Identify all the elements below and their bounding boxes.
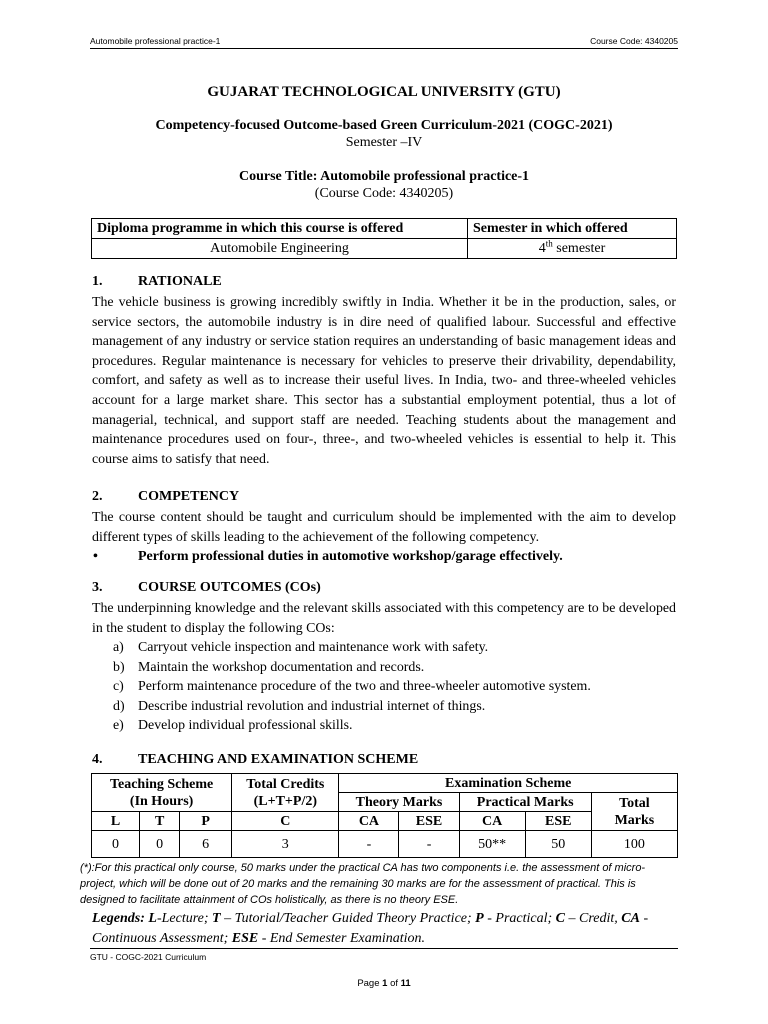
teaching-scheme-header: Teaching Scheme (In Hours) [92, 774, 232, 812]
legend: Legends: L-Lecture; T – Tutorial/Teacher Guided Theory Practice; P - Practical; C – Credit, CA - Continuous Assessment; ESE - End Semester Examination. [92, 911, 649, 946]
header-course-code: Course Code: 4340205 [590, 36, 678, 46]
col-theory-ca: CA [339, 812, 399, 831]
footer-curriculum: GTU - COGC-2021 Curriculum [90, 952, 207, 962]
col-t: T [140, 812, 180, 831]
running-footer [90, 948, 678, 962]
scheme-heading: 4. TEACHING AND EXAMINATION SCHEME [92, 752, 419, 767]
page-number: Page 1 of 11 [357, 978, 411, 989]
practical-note: (*):For this practical only course, 50 marks under the practical CA has two components i.e. the assessment of micro-project, which will be done out of 20 marks and the remaining 30 marks are for the assessment of practical. This is designed to facilitate attainment of COs holistically, as there is no theory ESE. [80, 862, 646, 906]
value-theory-ese: - [399, 831, 459, 858]
list-item: e) Develop individual professional skills. [113, 718, 353, 734]
value-theory-ca: - [339, 831, 399, 858]
col-practical-ca: CA [459, 812, 525, 831]
value-t: 0 [140, 831, 180, 858]
list-item: c) Perform maintenance procedure of the two and three-wheeler automotive system. [113, 679, 591, 695]
diploma-table [91, 218, 677, 259]
diploma-header-semester: Semester in which offered [468, 219, 677, 239]
course-outcomes-list [113, 638, 591, 736]
practical-marks-header: Practical Marks [459, 793, 591, 812]
curriculum-title: Competency-focused Outcome-based Green Curriculum-2021 (COGC-2021) [155, 118, 613, 133]
col-l: L [92, 812, 140, 831]
value-practical-ca: 50** [459, 831, 525, 858]
diploma-semester: 4th semester [468, 239, 677, 259]
competency-bullet: • Perform professional duties in automotive workshop/garage effectively. [93, 549, 563, 564]
course-title: Course Title: Automobile professional practice-1 [238, 169, 530, 184]
value-l: 0 [92, 831, 140, 858]
col-theory-ese: ESE [399, 812, 459, 831]
list-item: b) Maintain the workshop documentation and records. [113, 659, 425, 675]
scheme-table [91, 773, 678, 858]
diploma-header-programme: Diploma programme in which this course is offered [92, 219, 468, 239]
course-outcomes-intro: The underpinning knowledge and the relevant skills associated with this competency are to be developed in the student to display the following COs: [92, 601, 676, 636]
value-c: 3 [232, 831, 339, 858]
competency-heading: 2. COMPETENCY [92, 489, 240, 504]
header-course-name: Automobile professional practice-1 [90, 36, 221, 46]
examination-scheme-header: Examination Scheme [339, 774, 678, 793]
competency-text: The course content should be taught and curriculum should be implemented with the aim to develop different types of skills leading to the achievement of the following competency. [92, 510, 676, 545]
rationale-text: The vehicle business is growing incredibly swiftly in India. Whether it be in the production, sales, or service sectors, the automobile industry is in dire need of qualified labour. Successful and effective management of any industry or service station requires an understanding of basic management ideas and procedures. Regular maintenance is necessary for vehicles to preserve their drivability, dependability, comfort, and safety as well as to increase their useful lives. In India, two- and three-wheeled vehicles account for a large market share. This sector has a substantial employment potential, thus a lot of managerial, technical, and support staff are needed. Teaching students about the management and maintenance procedures used on four-, three-, and two-wheeled vehicles is essential to help it. This course aims to satisfy that need. [92, 295, 676, 467]
theory-marks-header: Theory Marks [339, 793, 459, 812]
table-row [92, 831, 678, 858]
semester-label: Semester –IV [345, 135, 423, 150]
list-item: a) Carryout vehicle inspection and maintenance work with safety. [113, 640, 489, 655]
value-total-marks: 100 [591, 831, 677, 858]
col-p: P [180, 812, 232, 831]
rationale-heading: 1. RATIONALE [92, 274, 222, 289]
running-header [90, 36, 678, 49]
list-item: d) Describe industrial revolution and industrial internet of things. [113, 698, 486, 714]
value-practical-ese: 50 [525, 831, 591, 858]
total-credits-header: Total Credits (L+T+P/2) [232, 774, 339, 812]
value-p: 6 [180, 831, 232, 858]
total-marks-header: Total Marks [591, 793, 677, 831]
course-outcomes-heading: 3. COURSE OUTCOMES (COs) [92, 580, 321, 595]
course-code: (Course Code: 4340205) [314, 186, 454, 201]
university-title: GUJARAT TECHNOLOGICAL UNIVERSITY (GTU) [207, 84, 561, 100]
diploma-programme: Automobile Engineering [92, 239, 468, 259]
col-c: C [232, 812, 339, 831]
col-practical-ese: ESE [525, 812, 591, 831]
